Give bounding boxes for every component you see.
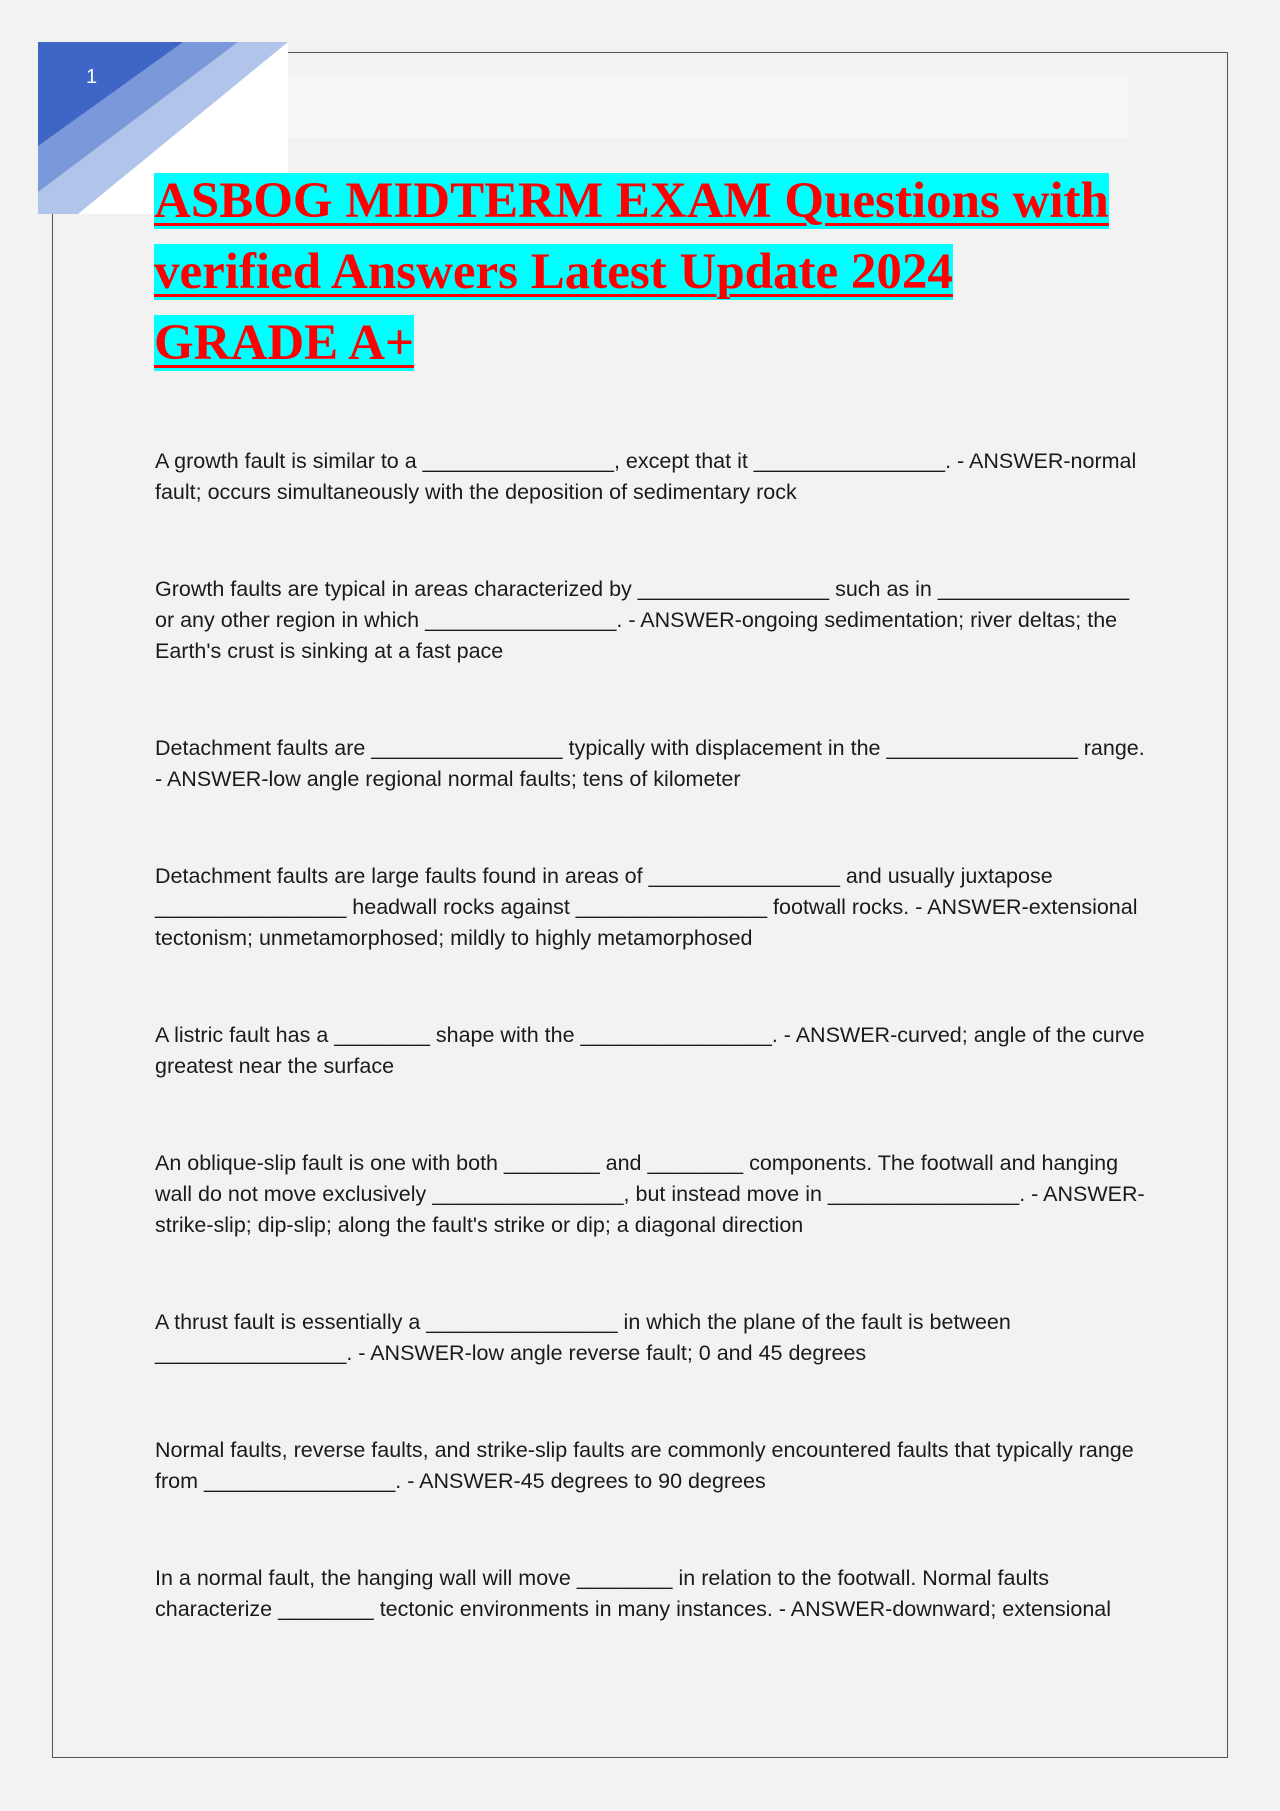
page-number: 1: [86, 66, 98, 88]
qa-item-7: A thrust fault is essentially a ________________ in which the plane of the fault is between ________________. - ANSWER-low angle reverse fault; 0 and 45 degrees: [155, 1310, 1011, 1365]
document-title-text: ASBOG MIDTERM EXAM Questions with verified Answers Latest Update 2024 GRADE A+: [154, 173, 1109, 371]
qa-item-6: An oblique-slip fault is one with both ________ and ________ components. The footwall and hanging wall do not move exclusively ________________, but instead move in ________________. - ANSWER-strike-slip; dip-slip; along the fault's strike or dip; a diagonal direction: [155, 1151, 1145, 1237]
qa-item-3: Detachment faults are ________________ typically with displacement in the ________________ range. - ANSWER-low angle regional normal faults; tens of kilometer: [155, 736, 1145, 791]
qa-item-8: Normal faults, reverse faults, and strike-slip faults are commonly encountered faults that typically range from ________________. - ANSWER-45 degrees to 90 degrees: [155, 1438, 1134, 1493]
qa-item-2: Growth faults are typical in areas characterized by ________________ such as in ________________ or any other region in which ________________. - ANSWER-ongoing sedimentation; river deltas; the Earth's crust is sinking at a fast pace: [155, 577, 1130, 663]
qa-item-1: A growth fault is similar to a ________________, except that it ________________. - ANSWER-normal fault; occurs simultaneously with the deposition of sedimentary rock: [155, 449, 1137, 504]
qa-item-5: A listric fault has a ________ shape with the ________________. - ANSWER-curved; angle of the curve greatest near the surface: [155, 1023, 1145, 1078]
qa-item-4: Detachment faults are large faults found in areas of ________________ and usually juxtapose ________________ headwall rocks against ________________ footwall rocks. - ANSWER-extensional tectonism; unmetamorphosed; mildly to highly metamorphosed: [155, 864, 1138, 950]
qa-item-9: In a normal fault, the hanging wall will move ________ in relation to the footwall. Normal faults characterize ________ tectonic environments in many instances. - ANSWER-downward; extensional: [155, 1566, 1112, 1621]
header-bar: [288, 76, 1128, 138]
document-title: [154, 166, 1134, 379]
